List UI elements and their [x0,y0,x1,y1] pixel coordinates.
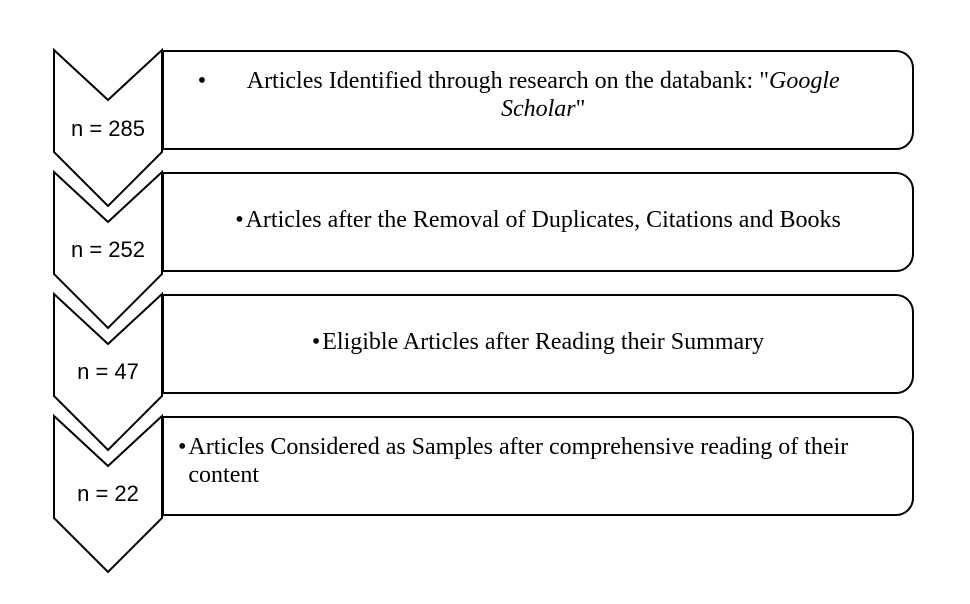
step-2-text: Articles after the Removal of Duplicates, Citations and Books [245,207,841,233]
step-3-description [312,328,764,356]
step-2-description [235,206,841,234]
step-2-box [162,172,914,272]
step-1-count: n = 285 [70,116,145,141]
step-1-box [162,50,914,150]
step-1-description [198,67,878,123]
bullet: • [235,207,244,233]
step-1-text [208,67,878,123]
step-4-description [178,433,888,489]
step-4-count: n = 22 [77,481,139,506]
step-4-box [162,416,914,516]
bullet: • [197,68,207,94]
step-2-count: n = 252 [70,237,145,262]
bullet: • [178,434,187,460]
step-1-text-end: " [575,96,586,122]
step-1-text-main: Articles Identified through research on the databank: " [246,68,770,94]
step-3-box [162,294,914,394]
step-4-text: Articles Considered as Samples after comprehensive reading of their content [188,434,849,488]
bullet: • [311,329,321,355]
step-3-count: n = 47 [77,359,139,384]
step-3-text: Eligible Articles after Reading their Summary [322,329,765,355]
step-1-text-italic: Google Scholar [500,68,840,122]
